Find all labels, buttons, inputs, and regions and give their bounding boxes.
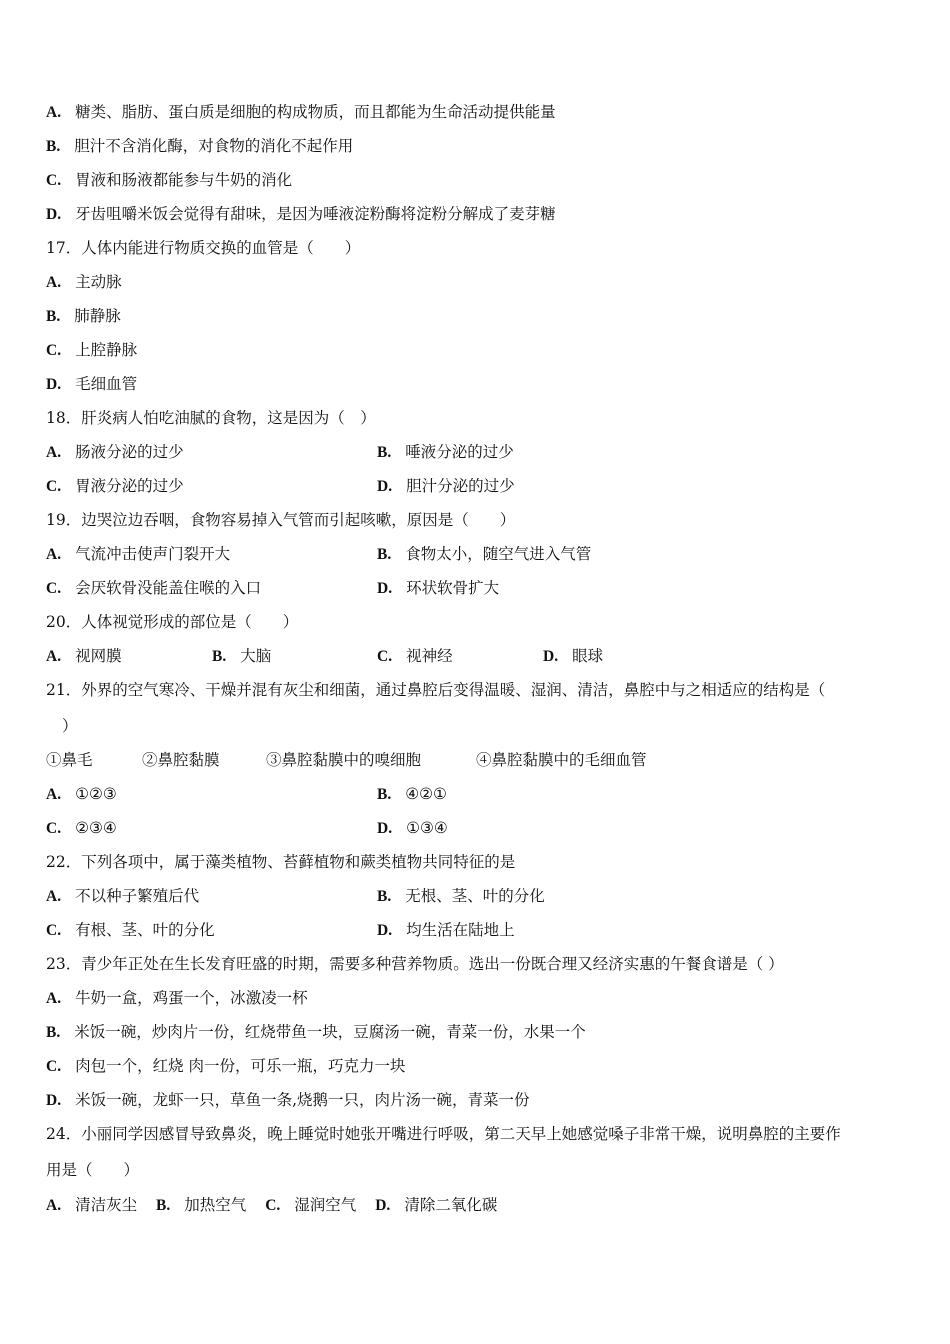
q20-stem: 20．人体视觉形成的部位是（ ） (46, 613, 299, 631)
q24-option-c-label: C. (265, 1197, 281, 1214)
q24-option-d-text: 清除二氧化碳 (404, 1196, 498, 1214)
q20-option-a: A. 视网膜 (46, 647, 122, 665)
q24-option-b-label: B. (156, 1197, 171, 1214)
q16-option-a (46, 100, 556, 124)
q17-option-c (46, 338, 137, 362)
q21-item-2: ②鼻腔黏膜 (142, 751, 220, 769)
option-label: D. (46, 376, 62, 393)
option-text: 胃液和肠液都能参与牛奶的消化 (75, 171, 293, 189)
q21-option-d: D. ①③④ (377, 819, 448, 837)
option-text: 肺静脉 (74, 307, 121, 325)
q19-option-b: B. 食物太小，随空气进入气管 (377, 545, 592, 563)
q22-stem: 22．下列各项中，属于藻类植物、苔藓植物和蕨类植物共同特征的是 (46, 853, 516, 871)
q21-item-1: ①鼻毛 (46, 751, 93, 769)
q23-option-a: A. 牛奶一盒，鸡蛋一个，冰激凌一杯 (46, 989, 308, 1007)
q19-stem: 19．边哭泣边吞咽，食物容易掉入气管而引起咳嗽，原因是（ ） (46, 511, 516, 529)
q21-option-c: C. ②③④ (46, 819, 117, 837)
q21-item-3: ③鼻腔黏膜中的嗅细胞 (266, 751, 422, 769)
q19-option-a: A. 气流冲击使声门裂开大 (46, 545, 231, 563)
option-text: 主动脉 (75, 273, 122, 291)
q21-option-a: A. ①②③ (46, 785, 117, 803)
q22-option-c: C. 有根、茎、叶的分化 (46, 921, 215, 939)
q19-option-d: D. 环状软骨扩大 (377, 579, 500, 597)
q23-option-b: B. 米饭一碗，炒肉片一份，红烧带鱼一块，豆腐汤一碗，青菜一份，水果一个 (46, 1023, 586, 1041)
q21-stem-line2: ） (62, 717, 78, 735)
option-text: 胆汁不含消化酶，对食物的消化不起作用 (74, 137, 354, 155)
q22-option-a: A. 不以种子繁殖后代 (46, 887, 200, 905)
q23-option-c: C. 肉包一个，红烧 肉一份，可乐一瓶，巧克力一块 (46, 1057, 406, 1075)
option-label: C. (46, 172, 62, 189)
q24-option-b-text: 加热空气 (184, 1196, 247, 1214)
q24-option-a-text: 清洁灰尘 (75, 1196, 138, 1214)
q21-option-b: B. ④②① (377, 785, 447, 803)
q24-option-a-label: A. (46, 1197, 62, 1214)
option-label: B. (46, 138, 61, 155)
option-text: 上腔静脉 (75, 341, 138, 359)
q17-option-d (46, 372, 137, 396)
q17-option-b (46, 304, 121, 328)
q16-option-c (46, 168, 292, 192)
option-label: C. (46, 342, 62, 359)
q24-stem-line2: 用是（ ） (46, 1161, 140, 1179)
q22-option-b: B. 无根、茎、叶的分化 (377, 887, 545, 905)
q24-option-c-text: 湿润空气 (294, 1196, 357, 1214)
option-label: A. (46, 104, 62, 121)
q23-option-d: D. 米饭一碗，龙虾一只，草鱼一条,烧鹅一只，肉片汤一碗，青菜一份 (46, 1091, 530, 1109)
q18-option-d: D. 胆汁分泌的过少 (377, 477, 515, 495)
option-label: D. (46, 206, 62, 223)
q20-option-c: C. 视神经 (377, 647, 453, 665)
q18-option-a: A. 肠液分泌的过少 (46, 443, 184, 461)
option-label: B. (46, 308, 61, 325)
q18-option-b: B. 唾液分泌的过少 (377, 443, 514, 461)
q21-stem-line1: 21．外界的空气寒冷、干燥并混有灰尘和细菌，通过鼻腔后变得温暖、湿润、清洁，鼻腔中与之相适应的结构是（ (46, 681, 826, 699)
option-text: 毛细血管 (75, 375, 138, 393)
option-text: 糖类、脂肪、蛋白质是细胞的构成物质，而且都能为生命活动提供能量 (75, 103, 556, 121)
option-label: A. (46, 274, 62, 291)
q18-option-c: C. 胃液分泌的过少 (46, 477, 184, 495)
q20-option-d: D. 眼球 (543, 647, 604, 665)
q23-stem: 23．青少年正处在生长发育旺盛的时期，需要多种营养物质。选出一份既合理又经济实惠的午餐食谱是（ ） (46, 955, 784, 973)
q21-item-4: ④鼻腔黏膜中的毛细血管 (476, 751, 647, 769)
q19-option-c: C. 会厌软骨没能盖住喉的入口 (46, 579, 262, 597)
q24-stem-line1: 24．小丽同学因感冒导致鼻炎，晚上睡觉时她张开嘴进行呼吸，第二天早上她感觉嗓子非常干燥，说明鼻腔的主要作 (46, 1125, 841, 1143)
q24-options-row (46, 1193, 497, 1217)
q24-option-d-label: D. (375, 1197, 391, 1214)
q17-stem: 17．人体内能进行物质交换的血管是（ ） (46, 239, 361, 257)
option-text: 牙齿咀嚼米饭会觉得有甜味，是因为唾液淀粉酶将淀粉分解成了麦芽糖 (75, 205, 556, 223)
q22-option-d: D. 均生活在陆地上 (377, 921, 515, 939)
q16-option-d (46, 202, 556, 226)
q20-option-b: B. 大脑 (212, 647, 272, 665)
q16-option-b (46, 134, 353, 158)
q17-option-a (46, 270, 122, 294)
q18-stem: 18．肝炎病人怕吃油腻的食物，这是因为（ ） (46, 409, 376, 427)
